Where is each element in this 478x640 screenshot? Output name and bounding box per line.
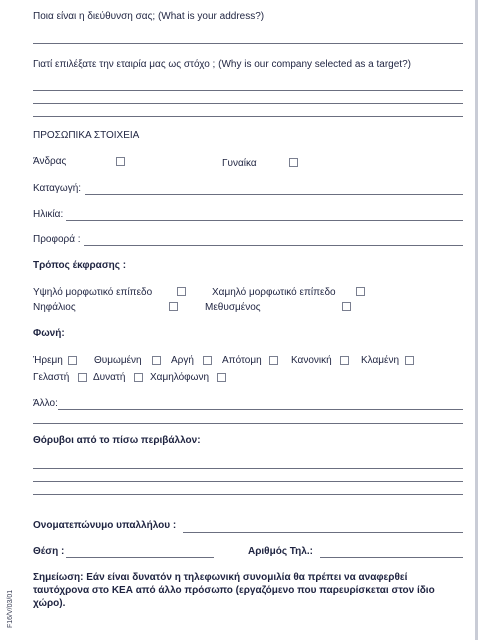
target-answer-line-2[interactable] bbox=[33, 103, 463, 104]
voice-angry-label: Θυμωμένη bbox=[94, 355, 142, 366]
drunk-label: Μεθυσμένος bbox=[205, 302, 261, 313]
voice-heading: Φωνή: bbox=[33, 328, 65, 339]
accent-label: Προφορά : bbox=[33, 234, 81, 245]
note-text: Σημείωση: Εάν είναι δυνατόν η τηλεφωνική συνομιλία θα πρέπει να αναφερθεί ταυτόχρονα στο ΚΕΑ από άλλο πρόσωπο (εργαζόμενο που παρευρίσκεται στον ίδιο χώρο). bbox=[33, 572, 435, 609]
voice-crying-checkbox[interactable] bbox=[405, 356, 414, 365]
expression-heading: Τρόπος έκφρασης : bbox=[33, 260, 127, 271]
voice-laughing-label: Γελαστή bbox=[33, 372, 70, 383]
age-label: Ηλικία: bbox=[33, 209, 64, 220]
position-line[interactable] bbox=[66, 557, 214, 558]
background-answer-line-3[interactable] bbox=[33, 494, 463, 495]
voice-crying-label: Κλαμένη bbox=[361, 355, 400, 366]
voice-angry-checkbox[interactable] bbox=[152, 356, 161, 365]
sober-label: Νηφάλιος bbox=[33, 302, 76, 313]
voice-slow-checkbox[interactable] bbox=[203, 356, 212, 365]
voice-slow-label: Αργή bbox=[171, 355, 194, 366]
voice-soft-checkbox[interactable] bbox=[217, 373, 226, 382]
address-answer-line[interactable] bbox=[33, 43, 463, 44]
voice-loud-checkbox[interactable] bbox=[134, 373, 143, 382]
target-answer-line-1[interactable] bbox=[33, 90, 463, 91]
personal-info-heading: ΠΡΟΣΩΠΙΚΑ ΣΤΟΙΧΕΙΑ bbox=[33, 130, 140, 141]
background-answer-line-2[interactable] bbox=[33, 481, 463, 482]
target-question: Γιατί επιλέξατε την εταιρία μας ως στόχο ; (Why is our company selected as a target?) bbox=[33, 59, 411, 70]
low-education-checkbox[interactable] bbox=[356, 287, 365, 296]
accent-answer-line[interactable] bbox=[84, 245, 463, 246]
origin-label: Καταγωγή: bbox=[33, 183, 82, 194]
voice-soft-label: Χαμηλόφωνη bbox=[150, 372, 210, 383]
background-answer-line-1[interactable] bbox=[33, 468, 463, 469]
voice-abrupt-label: Απότομη bbox=[222, 355, 262, 366]
male-label: Άνδρας bbox=[33, 156, 67, 167]
voice-abrupt-checkbox[interactable] bbox=[269, 356, 278, 365]
target-answer-line-3[interactable] bbox=[33, 116, 463, 117]
phone-line[interactable] bbox=[320, 557, 463, 558]
form-code: F16/V/03/01 bbox=[7, 589, 14, 628]
female-checkbox[interactable] bbox=[289, 158, 298, 167]
male-checkbox[interactable] bbox=[116, 157, 125, 166]
voice-normal-label: Κανονική bbox=[291, 355, 332, 366]
position-label: Θέση : bbox=[33, 546, 65, 557]
background-noise-heading: Θόρυβοι από το πίσω περιβάλλον: bbox=[33, 435, 201, 446]
voice-loud-label: Δυνατή bbox=[93, 372, 126, 383]
low-education-label: Χαμηλό μορφωτικό επίπεδο bbox=[212, 287, 336, 298]
sober-checkbox[interactable] bbox=[169, 302, 178, 311]
voice-calm-checkbox[interactable] bbox=[68, 356, 77, 365]
origin-answer-line[interactable] bbox=[85, 194, 463, 195]
voice-laughing-checkbox[interactable] bbox=[78, 373, 87, 382]
employee-name-line[interactable] bbox=[183, 532, 463, 533]
female-label: Γυναίκα bbox=[222, 158, 257, 169]
high-education-checkbox[interactable] bbox=[177, 287, 186, 296]
drunk-checkbox[interactable] bbox=[342, 302, 351, 311]
other-label: Άλλο: bbox=[33, 398, 58, 409]
other-answer-line-2[interactable] bbox=[33, 423, 463, 424]
voice-normal-checkbox[interactable] bbox=[340, 356, 349, 365]
high-education-label: Υψηλό μορφωτικό επίπεδο bbox=[33, 287, 153, 298]
voice-calm-label: Ήρεμη bbox=[33, 355, 63, 366]
address-question: Ποια είναι η διεύθυνση σας; (What is your address?) bbox=[33, 11, 265, 22]
employee-name-label: Ονοματεπώνυμο υπαλλήλου : bbox=[33, 520, 177, 531]
other-answer-line-1[interactable] bbox=[58, 409, 463, 410]
phone-label: Αριθμός Τηλ.: bbox=[248, 546, 313, 557]
age-answer-line[interactable] bbox=[66, 220, 463, 221]
